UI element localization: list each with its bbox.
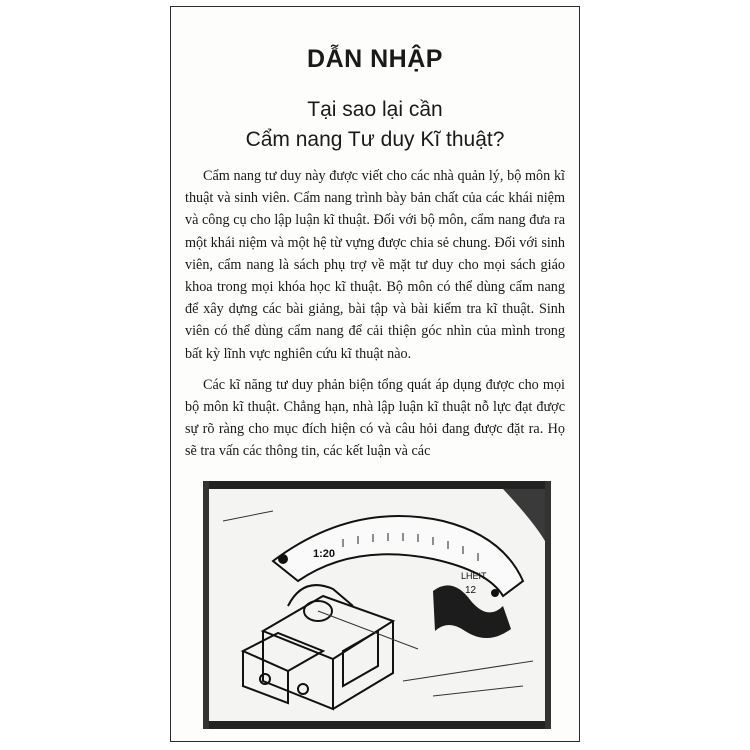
scale-label: 1:20	[313, 548, 336, 560]
subtitle-line-2: Cẩm nang Tư duy Kĩ thuật?	[245, 128, 505, 151]
technical-drawing-figure	[203, 481, 551, 729]
subtitle-line-1: Tại sao lại cần	[307, 98, 443, 121]
sheet-number: 12	[465, 585, 477, 596]
paragraph-2: Các kĩ năng tư duy phản biện tổng quát áp dụng được cho mọi bộ môn kĩ thuật. Chẳng hạn, nhà lập luận kĩ thuật nỗ lực đạt được sự rõ ràng cho mục đích hiện có và câu hỏi đang được đặt ra. Họ sẽ tra vấn các thông tin, các kết luận và các	[185, 376, 565, 460]
book-page	[170, 6, 580, 742]
chapter-heading: DẪN NHẬP	[307, 45, 443, 73]
body-text	[185, 165, 565, 472]
technical-drawing-illustration	[203, 481, 551, 729]
paragraph-1: Cẩm nang tư duy này được viết cho các nhà quản lý, bộ môn kĩ thuật và sinh viên. Cẩm nang trình bày bản chất của các khái niệm và công cụ cho lập luận kĩ thuật. Đối với bộ môn, cẩm nang đưa ra một khái niệm và một hệ từ vựng được chia sẻ chung. Đối với sinh viên, cẩm nang là sách phụ trợ về mặt tư duy cho mọi sách giáo khoa trong mọi khóa học kĩ thuật. Bộ môn có thể dùng cẩm nang để xây dựng các bài giảng, bài tập và bài kiểm tra kĩ thuật. Sinh viên có thể dùng cẩm nang để cải thiện góc nhìn của mình trong bất kỳ lĩnh vực nghiên cứu kĩ thuật nào.	[185, 168, 565, 362]
sheet-label: LHEIT	[461, 571, 487, 581]
figure-frame-left	[203, 481, 209, 729]
pin-marker	[491, 589, 499, 597]
figure-frame-bottom	[203, 721, 551, 729]
compass-pivot	[278, 554, 288, 564]
figure-frame-top	[203, 481, 551, 489]
figure-frame-right	[545, 481, 551, 729]
chapter-subtitle	[171, 95, 579, 155]
